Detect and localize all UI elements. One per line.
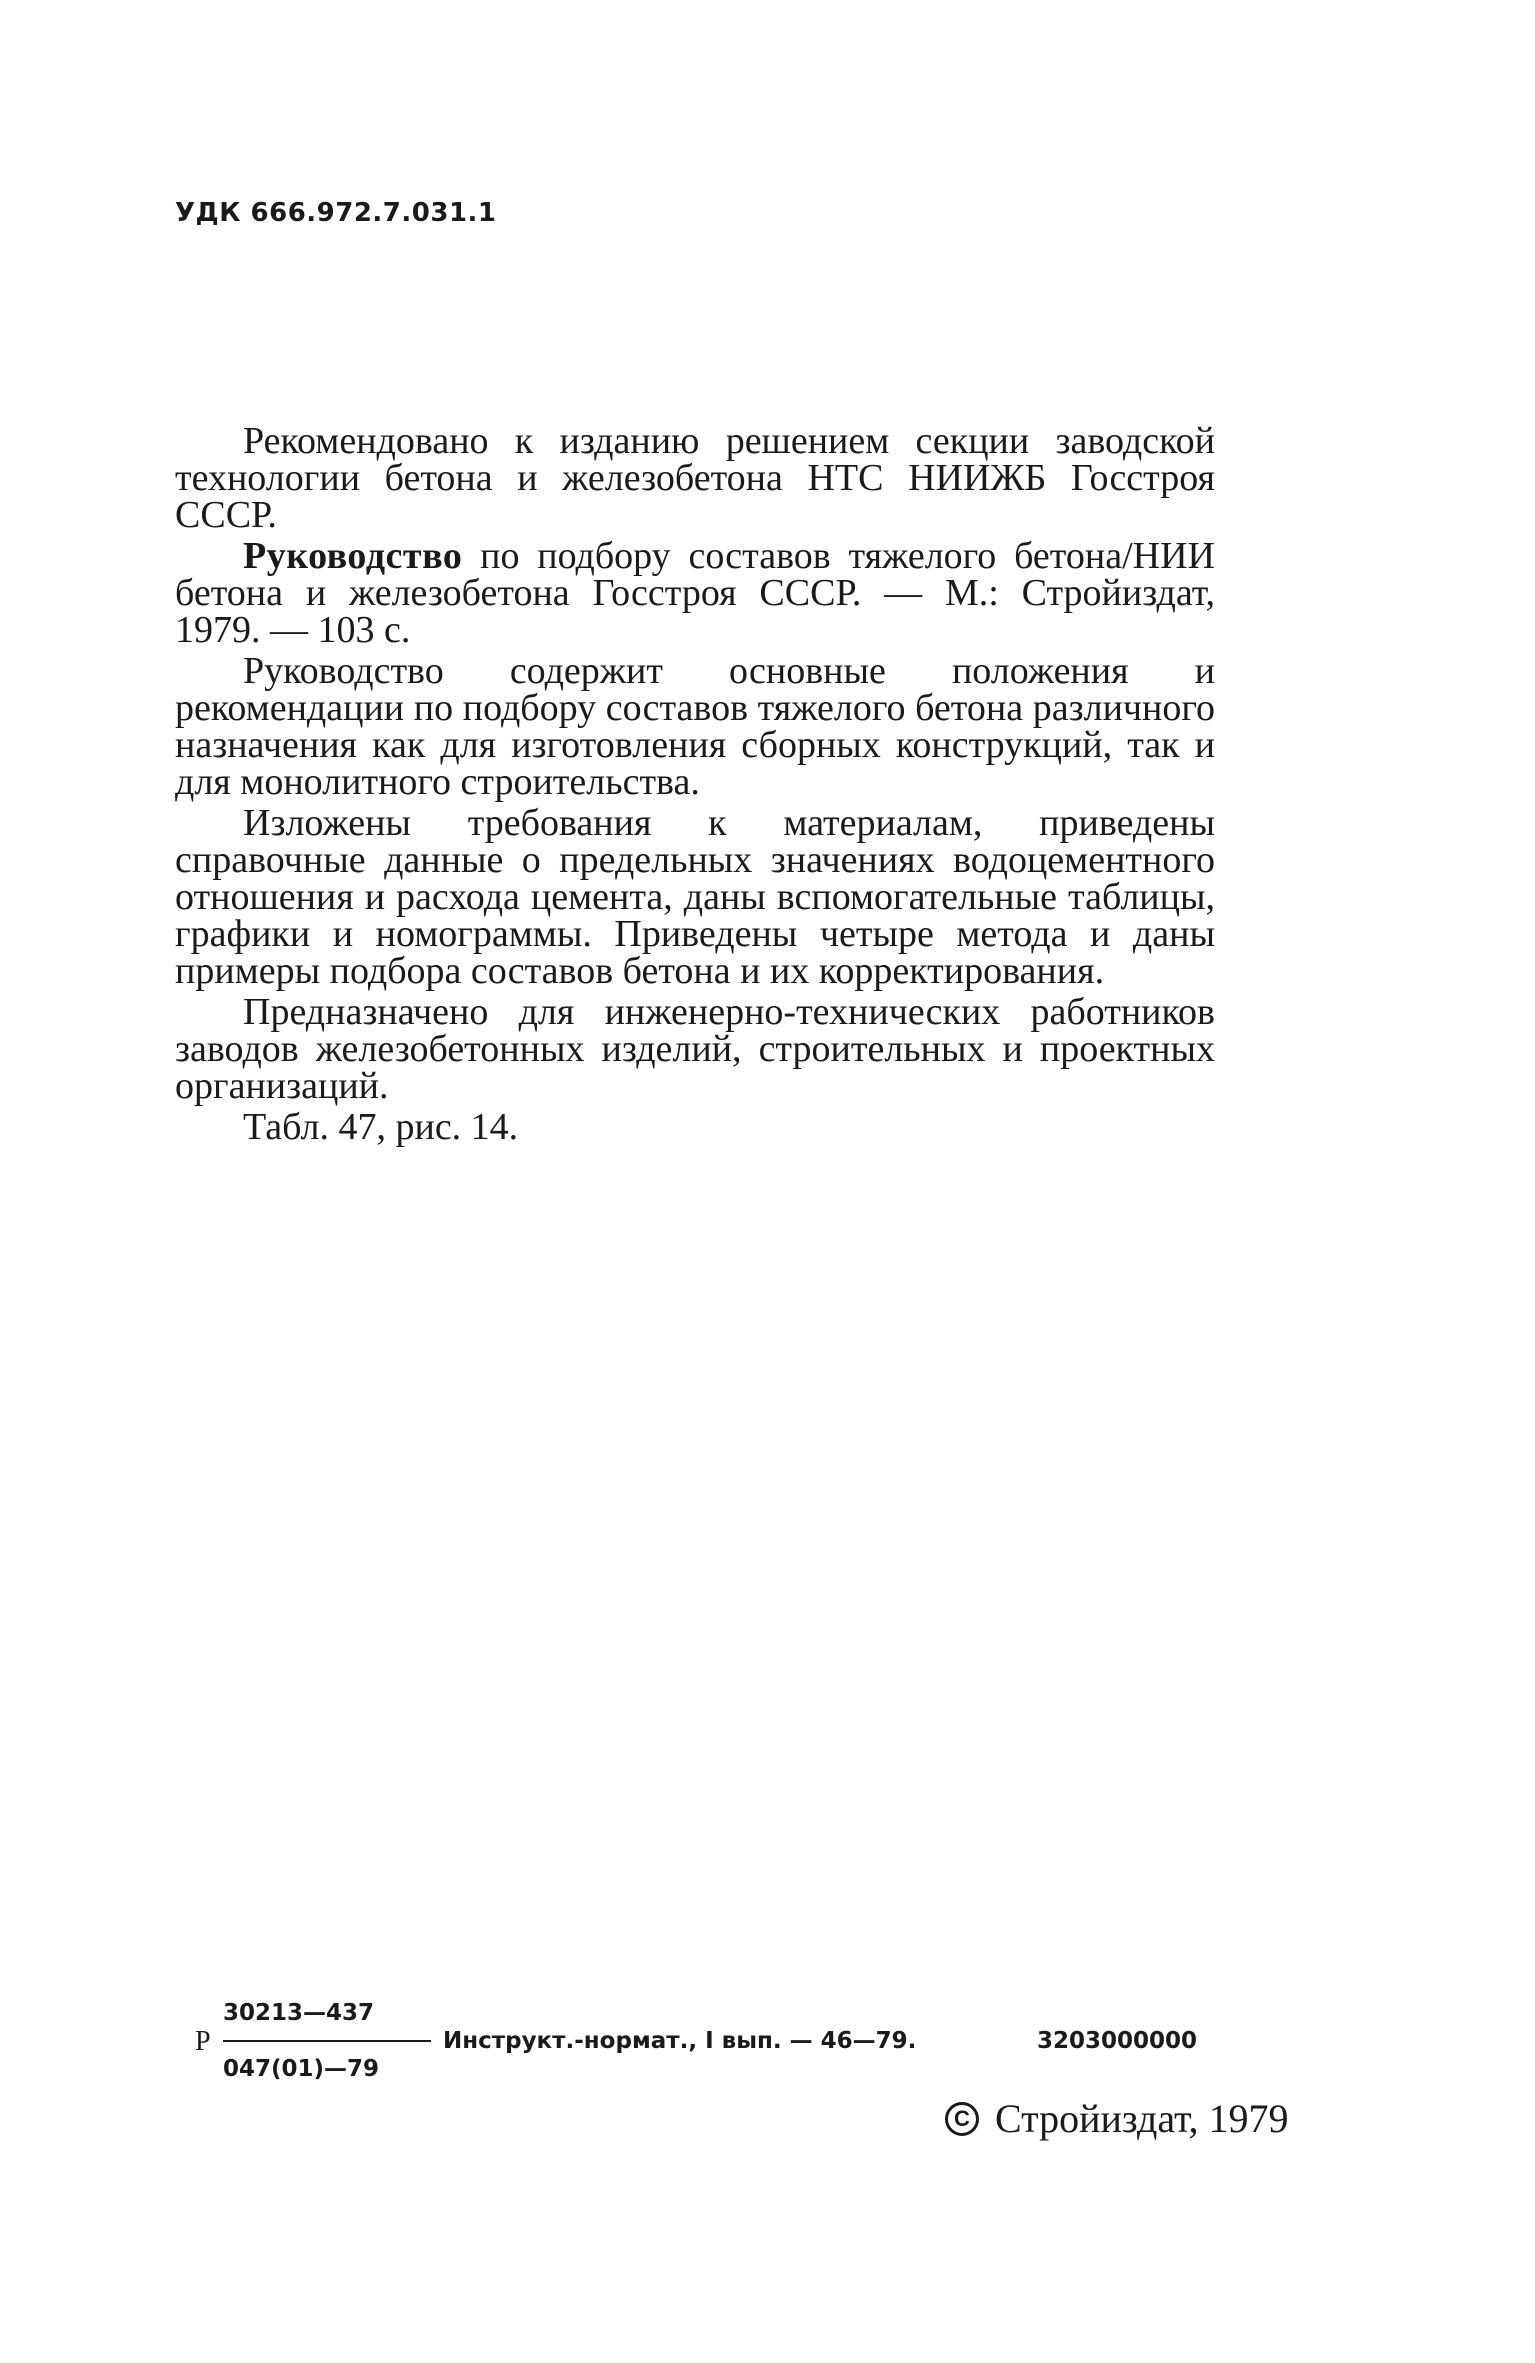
copyright-icon: C [945,2102,979,2136]
bibliographic-details: по подбору составов тяжелого бетона/НИИ бетона и железобетона Госстроя СССР. — М.: Стройиздат, 1979. — 103 с. [175,535,1215,651]
fraction-bar [223,2040,431,2042]
book-title: Руководство [243,535,463,577]
imprint-letter: Р [195,2026,211,2057]
imprint-series: Инструкт.-нормат., I вып. — 46—79. [443,2028,917,2054]
tables-figures-count: Табл. 47, рис. 14. [243,1106,519,1148]
annotation-block [175,420,1215,1150]
audience-text: Предназначено для инженерно-технических работников заводов железобетонных изделий, строительных и проектных организаций. [175,991,1215,1107]
copyright-line [945,2095,1289,2142]
imprint-code: 3203000000 [1037,2028,1198,2054]
copyright-text: Стройиздат, 1979 [995,2096,1289,2141]
imprint-line [195,2000,1215,2090]
imprint-numerator: 30213—437 [223,2000,375,2026]
bibliographic-entry [175,535,1215,651]
udk-code: УДК 666.972.7.031.1 [175,198,497,228]
imprint-denominator: 047(01)—79 [223,2056,380,2082]
contents-summary: Руководство содержит основные положения и рекомендации по подбору составов тяжелого бетона различного назначения как для изготовления сборных конструкций, так и для монолитного строительства. [175,650,1215,803]
recommendation-text: Рекомендовано к изданию решением секции заводской технологии бетона и железобетона НТС НИИЖБ Госстроя СССР. [175,420,1215,536]
details-summary: Изложены требования к материалам, приведены справочные данные о предельных значениях водоцементного отношения и расхода цемента, даны вспомогательные таблицы, графики и номограммы. Приведены четыре метода и даны примеры подбора составов бетона и их корректирования. [175,802,1215,992]
